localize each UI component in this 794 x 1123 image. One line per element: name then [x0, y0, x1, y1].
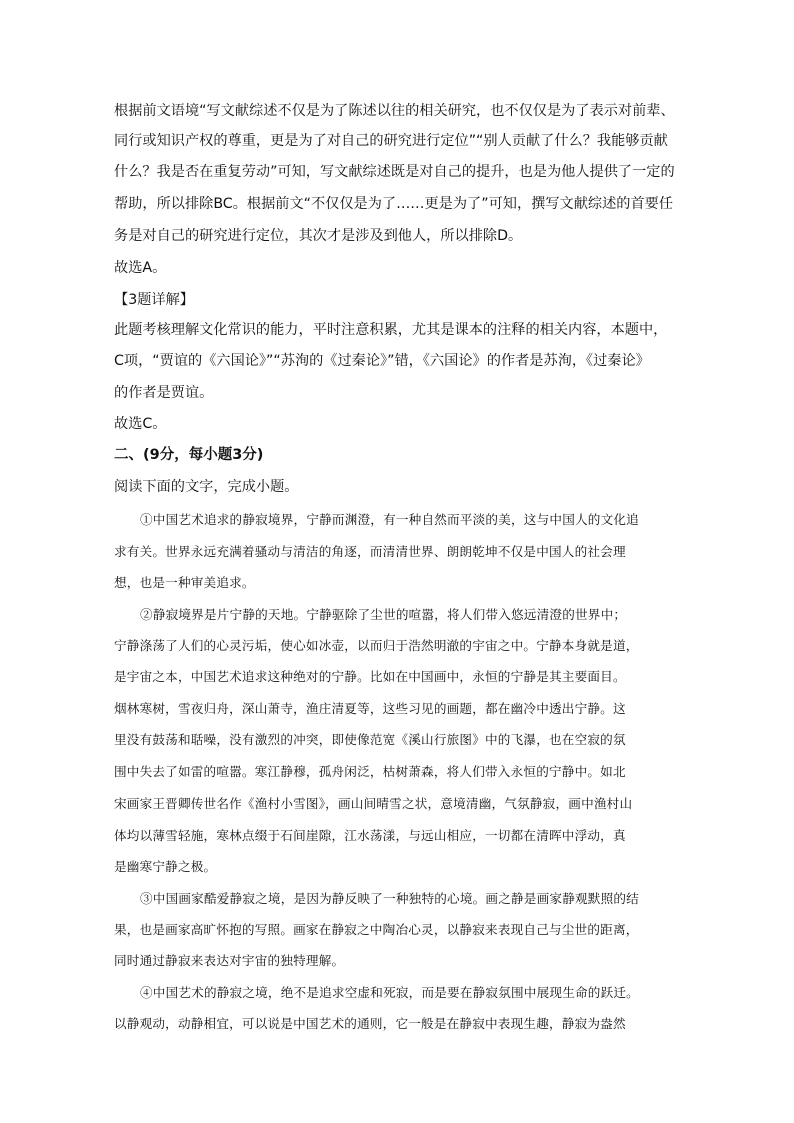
analysis-line: 根据前文语境“写文献综述不仅是为了陈述以往的相关研究，也不仅仅是为了表示对前辈、 — [114, 103, 675, 119]
analysis-line: 帮助，所以排除BC。根据前文“不仅仅是为了……更是为了”可知，撰写文献综述的首要任 — [114, 196, 674, 212]
answer-line: 故选C。 — [114, 416, 167, 432]
passage-line: ②静寂境界是片宁静的天地。宁静驱除了尘世的喧嚣，将人们带入悠远清澄的世界中； — [140, 607, 627, 622]
q3-explanation-line: 的作者是贾谊。 — [114, 385, 214, 401]
section-2-heading: 二、(9分，每小题3分) — [114, 447, 264, 463]
passage-line: 求有关。世界永远充满着骚动与清洁的角逐，而清清世界、朗朗乾坤不仅是中国人的社会理 — [114, 544, 626, 559]
passage-line: 以静观动，动静相宜，可以说是中国艺术的通则，它一般是在静寂中表现生趣，静寂为盎然 — [114, 1016, 626, 1031]
reading-instruction: 阅读下面的文字，完成小题。 — [114, 479, 299, 495]
passage-line: ①中国艺术追求的静寂境界，宁静而渊澄，有一种自然而平淡的美，这与中国人的文化追 — [140, 512, 639, 527]
q3-explanation-line: 此题考核理解文化常识的能力，平时注意积累，尤其是课本的注释的相关内容，本题中， — [114, 322, 668, 338]
question-3-heading: 【3题详解】 — [114, 292, 194, 308]
passage-line: ④中国艺术的静寂之境，绝不是追求空虚和死寂，而是要在静寂氛围中展现生命的跃迁。 — [140, 985, 639, 1000]
answer-line: 故选A。 — [114, 260, 167, 276]
passage-line: 想，也是一种审美追求。 — [114, 575, 255, 590]
analysis-line: 什么？我是否在重复劳动”可知，写文献综述既是对自己的提升，也是为他人提供了一定的 — [114, 164, 675, 180]
passage-line: ③中国画家酷爱静寂之境，是因为静反映了一种独特的心境。画之静是画家静观默照的结 — [140, 891, 639, 906]
passage-line: 里没有鼓荡和聒噪，没有激烈的冲突，即使像范宽《溪山行旅图》中的飞瀑，也在空寂的氛 — [114, 732, 626, 747]
passage-line: 同时通过静寂来表达对宇宙的独特理解。 — [114, 953, 345, 968]
passage-line: 果，也是画家高旷怀抱的写照。画家在静寂之中陶冶心灵，以静寂来表现自己与尘世的距离， — [114, 922, 639, 937]
passage-line: 烟林寒树，雪夜归舟，深山萧寺，渔庄清夏等，这些习见的画题，都在幽冷中透出宁静。这 — [114, 701, 626, 716]
passage-line: 体均以薄雪轻施，寒林点缀于石间崖隙，江水荡漾，与远山相应，一切都在清晖中浮动，真 — [114, 828, 626, 843]
passage-line: 是幽寒宁静之极。 — [114, 859, 217, 874]
passage-line: 围中失去了如雷的喧嚣。寒江静穆，孤舟闲泛，枯树萧森，将人们带入永恒的宁静中。如北 — [114, 764, 626, 779]
passage-line: 宁静涤荡了人们的心灵污垢，使心如冰壶，以而归于浩然明澈的宇宙之中。宁静本身就是道， — [114, 638, 639, 653]
analysis-line: 务是对自己的研究进行定位，其次才是涉及到他人，所以排除D。 — [114, 228, 523, 244]
analysis-line: 同行或知识产权的尊重，更是为了对自己的研究进行定位”“别人贡献了什么？我能够贡献 — [114, 133, 668, 149]
q3-explanation-line: C项，“贾谊的《六国论》”“苏洵的《过秦论》”错，《六国论》的作者是苏洵，《过秦论》 — [114, 353, 650, 369]
passage-line: 宋画家王晋卿传世名作《渔村小雪图》，画山间晴雪之状，意境清幽，气氛静寂，画中渔村山 — [114, 796, 633, 811]
passage-line: 是宇宙之本，中国艺术追求这种绝对的宁静。比如在中国画中，永恒的宁静是其主要面目。 — [114, 669, 626, 684]
